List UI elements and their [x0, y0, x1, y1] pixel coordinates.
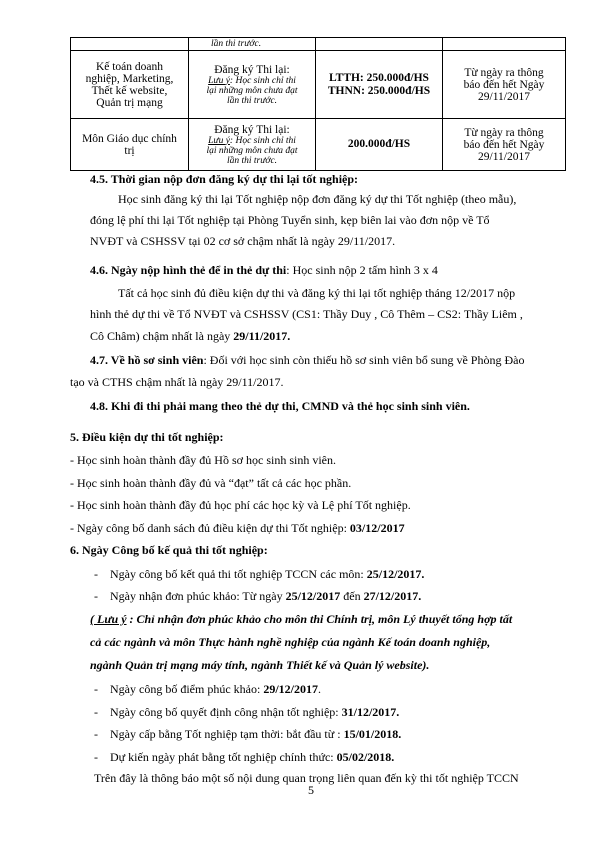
appeal-note-line: ngành Quản trị mạng máy tính, ngành Thiết kế và Quản lý website).: [90, 658, 430, 672]
list-dash: -: [94, 682, 98, 696]
list-item: Ngày cấp bằng Tốt nghiệp tạm thời: bắt đầu từ : 15/01/2018.: [110, 727, 402, 741]
fee-cell: 200.000đ/HS: [316, 119, 443, 171]
section-4-5-line: Học sinh đăng ký thi lại Tốt nghiệp nộp đơn đăng ký dự thi Tốt nghiệp (theo mẫu),: [118, 192, 517, 206]
table-row: [71, 38, 566, 51]
registration-cell: Đăng ký Thi lại: Lưu ý: Học sinh chỉ thi lại những môn chưa đạt lần thi trước.: [189, 51, 316, 119]
list-item: Ngày công bố điểm phúc khảo: 29/12/2017.: [110, 682, 321, 696]
section-4-6-line: Cô Châm) chậm nhất là ngày 29/11/2017.: [90, 329, 291, 343]
list-dash: -: [94, 750, 98, 764]
list-item: - Học sinh hoàn thành đầy đủ học phí các học kỳ và Lệ phí Tốt nghiệp.: [70, 498, 411, 512]
deadline-cell: Từ ngày ra thông báo đến hết Ngày 29/11/2017: [443, 51, 566, 119]
fee-cell: LTTH: 250.000đ/HS THNN: 250.000đ/HS: [316, 51, 443, 119]
list-item: - Ngày công bố danh sách đủ điều kiện dự thi Tốt nghiệp: 03/12/2017: [70, 521, 405, 535]
section-4-6-heading: 4.6. Ngày nộp hình thẻ để in thẻ dự thi: Học sinh nộp 2 tấm hình 3 x 4: [90, 263, 438, 277]
subject-cell: Kế toán doanh nghiệp, Marketing, Thết kế website, Quản trị mạng: [71, 51, 189, 119]
subject-cell: Môn Giáo dục chính trị: [71, 119, 189, 171]
registration-cell: Đăng ký Thi lại: Lưu ý: Học sinh chỉ thi lại những môn chưa đạt lần thi trước.: [189, 119, 316, 171]
fee-table: [70, 37, 566, 171]
deadline-cell: Từ ngày ra thông báo đến hết Ngày 29/11/2017: [443, 119, 566, 171]
table-row: [71, 119, 566, 171]
list-item: Ngày công bố quyết định công nhận tốt nghiệp: 31/12/2017.: [110, 705, 400, 719]
list-dash: -: [94, 567, 98, 581]
section-4-5-heading: 4.5. Thời gian nộp đơn đăng ký dự thi lại tốt nghiệp:: [90, 172, 359, 186]
section-4-5-line: đóng lệ phí thi lại Tốt nghiệp tại Phòng Tuyển sinh, kẹp biên lai vào đơn nộp về Tổ: [90, 213, 490, 227]
list-dash: -: [94, 705, 98, 719]
appeal-note-line: cả các ngành và môn Thực hành nghề nghiệp của ngành Kế toán doanh nghiệp,: [90, 635, 491, 649]
table-row: [71, 51, 566, 119]
list-dash: -: [94, 727, 98, 741]
section-4-7-heading: 4.7. Về hồ sơ sinh viên: Đối với học sinh còn thiếu hồ sơ sinh viên bổ sung về Phòng Đào: [90, 353, 525, 367]
section-5-heading: 5. Điều kiện dự thi tốt nghiệp:: [70, 430, 224, 444]
closing-line: Trên đây là thông báo một số nội dung quan trọng liên quan đến kỳ thi tốt nghiệp TCCN: [94, 771, 519, 785]
list-dash: -: [94, 589, 98, 603]
list-item: - Học sinh hoàn thành đầy đủ Hồ sơ học sinh sinh viên.: [70, 453, 336, 467]
list-item: Ngày nhận đơn phúc khảo: Từ ngày 25/12/2017 đến 27/12/2017.: [110, 589, 422, 603]
list-item: - Học sinh hoàn thành đầy đủ và “đạt” tất cả các học phần.: [70, 476, 352, 490]
list-item: Dự kiến ngày phát bằng tốt nghiệp chính thức: 05/02/2018.: [110, 750, 395, 764]
section-4-6-line: hình thẻ dự thi về Tổ NVĐT và CSHSSV (CS1: Thầy Duy , Cô Thêm – CS2: Thầy Liêm ,: [90, 307, 523, 321]
section-6-heading: 6. Ngày Công bố kế quả thi tốt nghiệp:: [70, 543, 268, 557]
section-4-8-heading: 4.8. Khi đi thi phải mang theo thẻ dự thi, CMND và thẻ học sinh sinh viên.: [90, 399, 470, 413]
section-4-6-line: Tất cả học sinh đủ điều kiện dự thi và đăng ký thi lại tốt nghiệp tháng 12/2017 nộp: [118, 286, 516, 300]
section-4-7-line: tạo và CTHS chậm nhất là ngày 29/11/2017.: [70, 375, 284, 389]
appeal-note: ( Lưu ý : Chỉ nhận đơn phúc khảo cho môn thi Chính trị, môn Lý thuyết tổng hợp tất: [90, 612, 513, 626]
table-note: lần thi trước.: [211, 39, 262, 49]
section-4-5-line: NVĐT và CSHSSV tại 02 cơ sở chậm nhất là ngày 29/11/2017.: [90, 234, 396, 248]
list-item: Ngày công bố kết quả thi tốt nghiệp TCCN các môn: 25/12/2017.: [110, 567, 425, 581]
page-number: 5: [308, 783, 314, 797]
